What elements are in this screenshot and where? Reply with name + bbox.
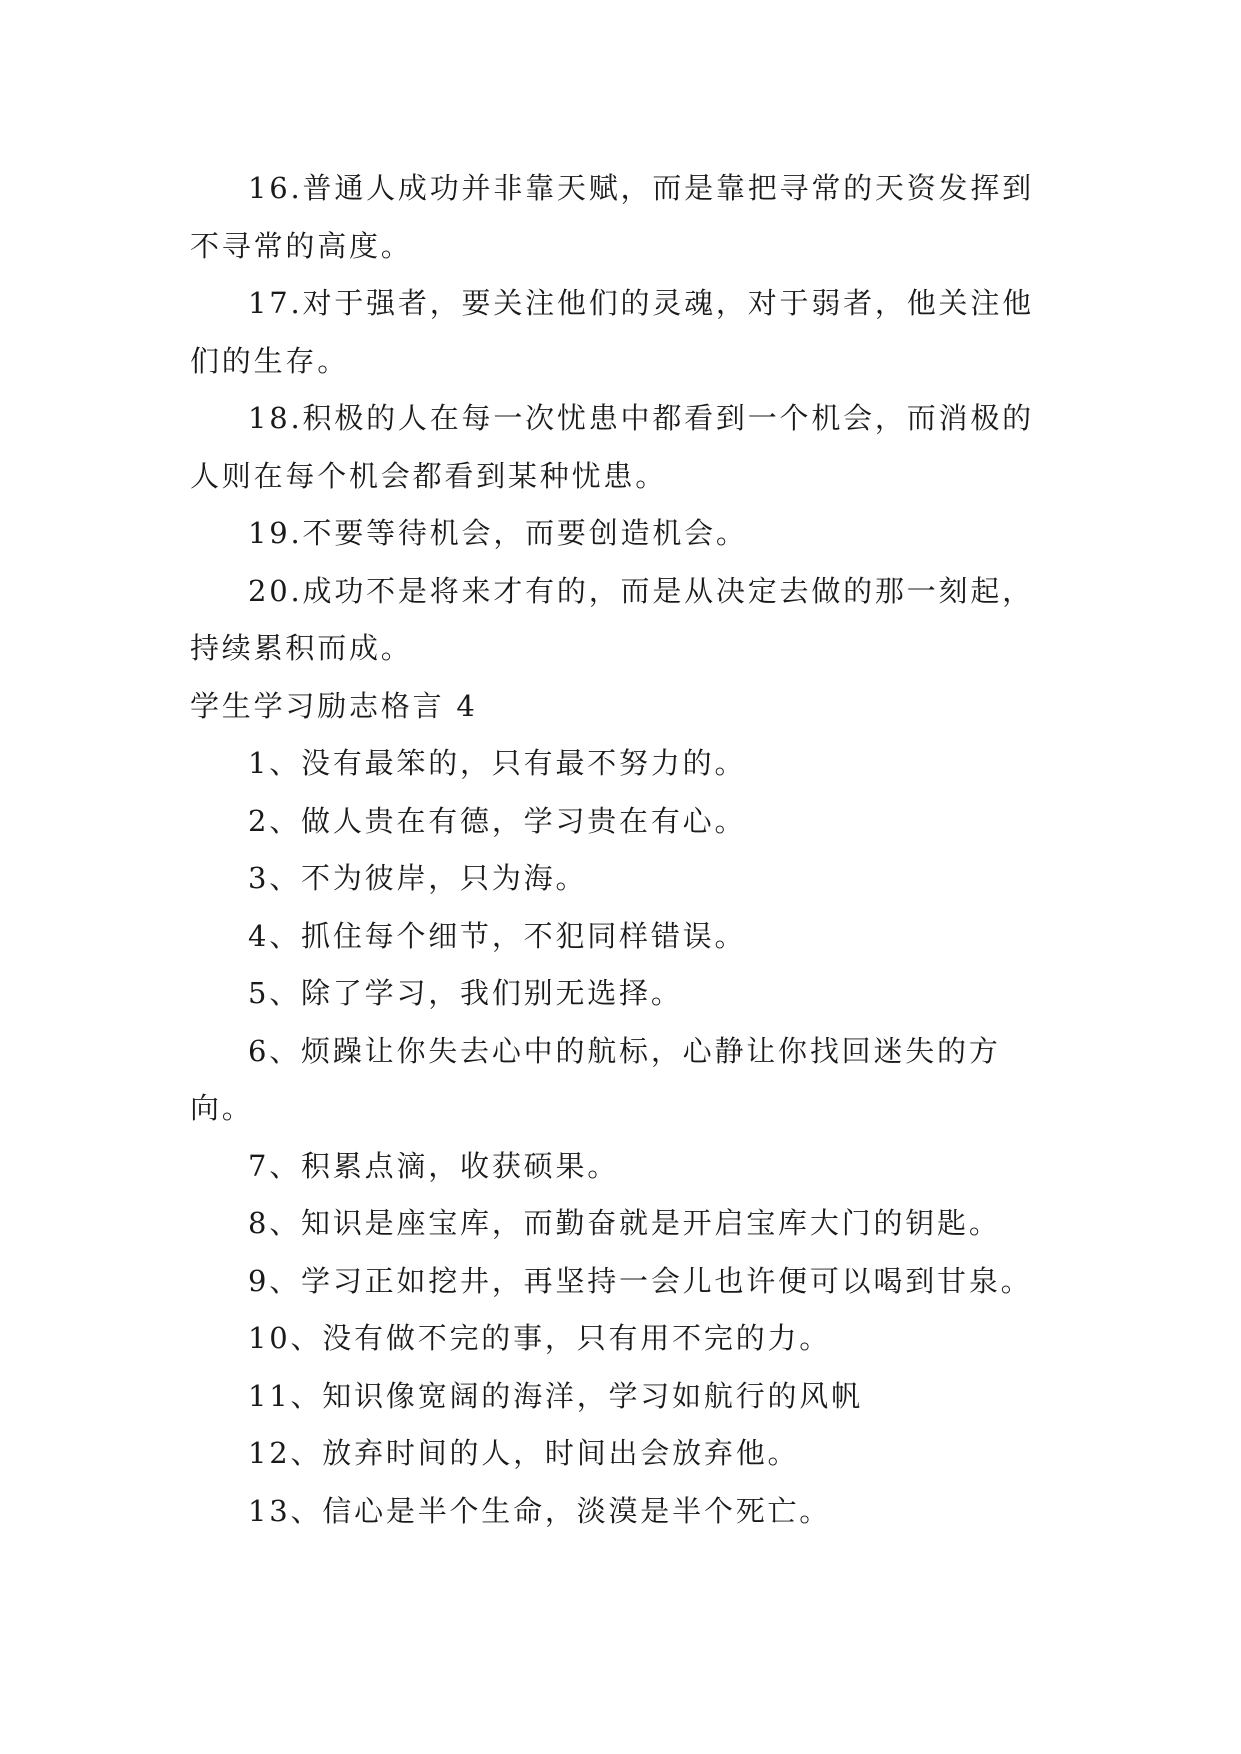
quote-8: 8、知识是座宝库，而勤奋就是开启宝库大门的钥匙。	[248, 1206, 1001, 1240]
quote-9: 9、学习正如挖井，再坚持一会儿也许便可以喝到甘泉。	[248, 1263, 1033, 1298]
quote-17: 17.对于强者，要关注他们的灵魂，对于弱者，他关注他们的生存。	[190, 286, 1034, 378]
quote-10: 10、没有做不完的事，只有用不完的力。	[248, 1321, 832, 1355]
quote-2: 2、做人贵在有德，学习贵在有心。	[248, 803, 747, 838]
quote-3: 3、不为彼岸，只为海。	[248, 861, 588, 895]
quote-6: 6、烦躁让你失去心中的航标，心静让你找回迷失的方向。	[190, 1033, 1001, 1125]
quote-7: 7、积累点滴，收获硕果。	[248, 1148, 620, 1183]
quote-20: 20.成功不是将来才有的，而是从决定去做的那一刻起，持续累积而成。	[190, 573, 1034, 665]
quote-1: 1、没有最笨的，只有最不努力的。	[248, 746, 747, 780]
section-heading: 学生学习励志格言 4	[190, 688, 478, 723]
quote-5: 5、除了学习，我们别无选择。	[248, 976, 683, 1010]
quote-18: 18.积极的人在每一次忧患中都看到一个机会，而消极的人则在每个机会都看到某种忧患。	[190, 401, 1034, 493]
document-body	[190, 160, 1052, 1540]
quote-19: 19.不要等待机会，而要创造机会。	[248, 516, 748, 550]
quote-12: 12、放弃时间的人，时间出会放弃他。	[248, 1436, 800, 1470]
quote-16: 16.普通人成功并非靠天赋，而是靠把寻常的天资发挥到不寻常的高度。	[190, 171, 1034, 263]
quote-11: 11、知识像宽阔的海洋，学习如航行的风帆	[248, 1378, 863, 1413]
quote-4: 4、抓住每个细节，不犯同样错误。	[248, 918, 747, 953]
quote-13: 13、信心是半个生命，淡漠是半个死亡。	[248, 1493, 832, 1528]
